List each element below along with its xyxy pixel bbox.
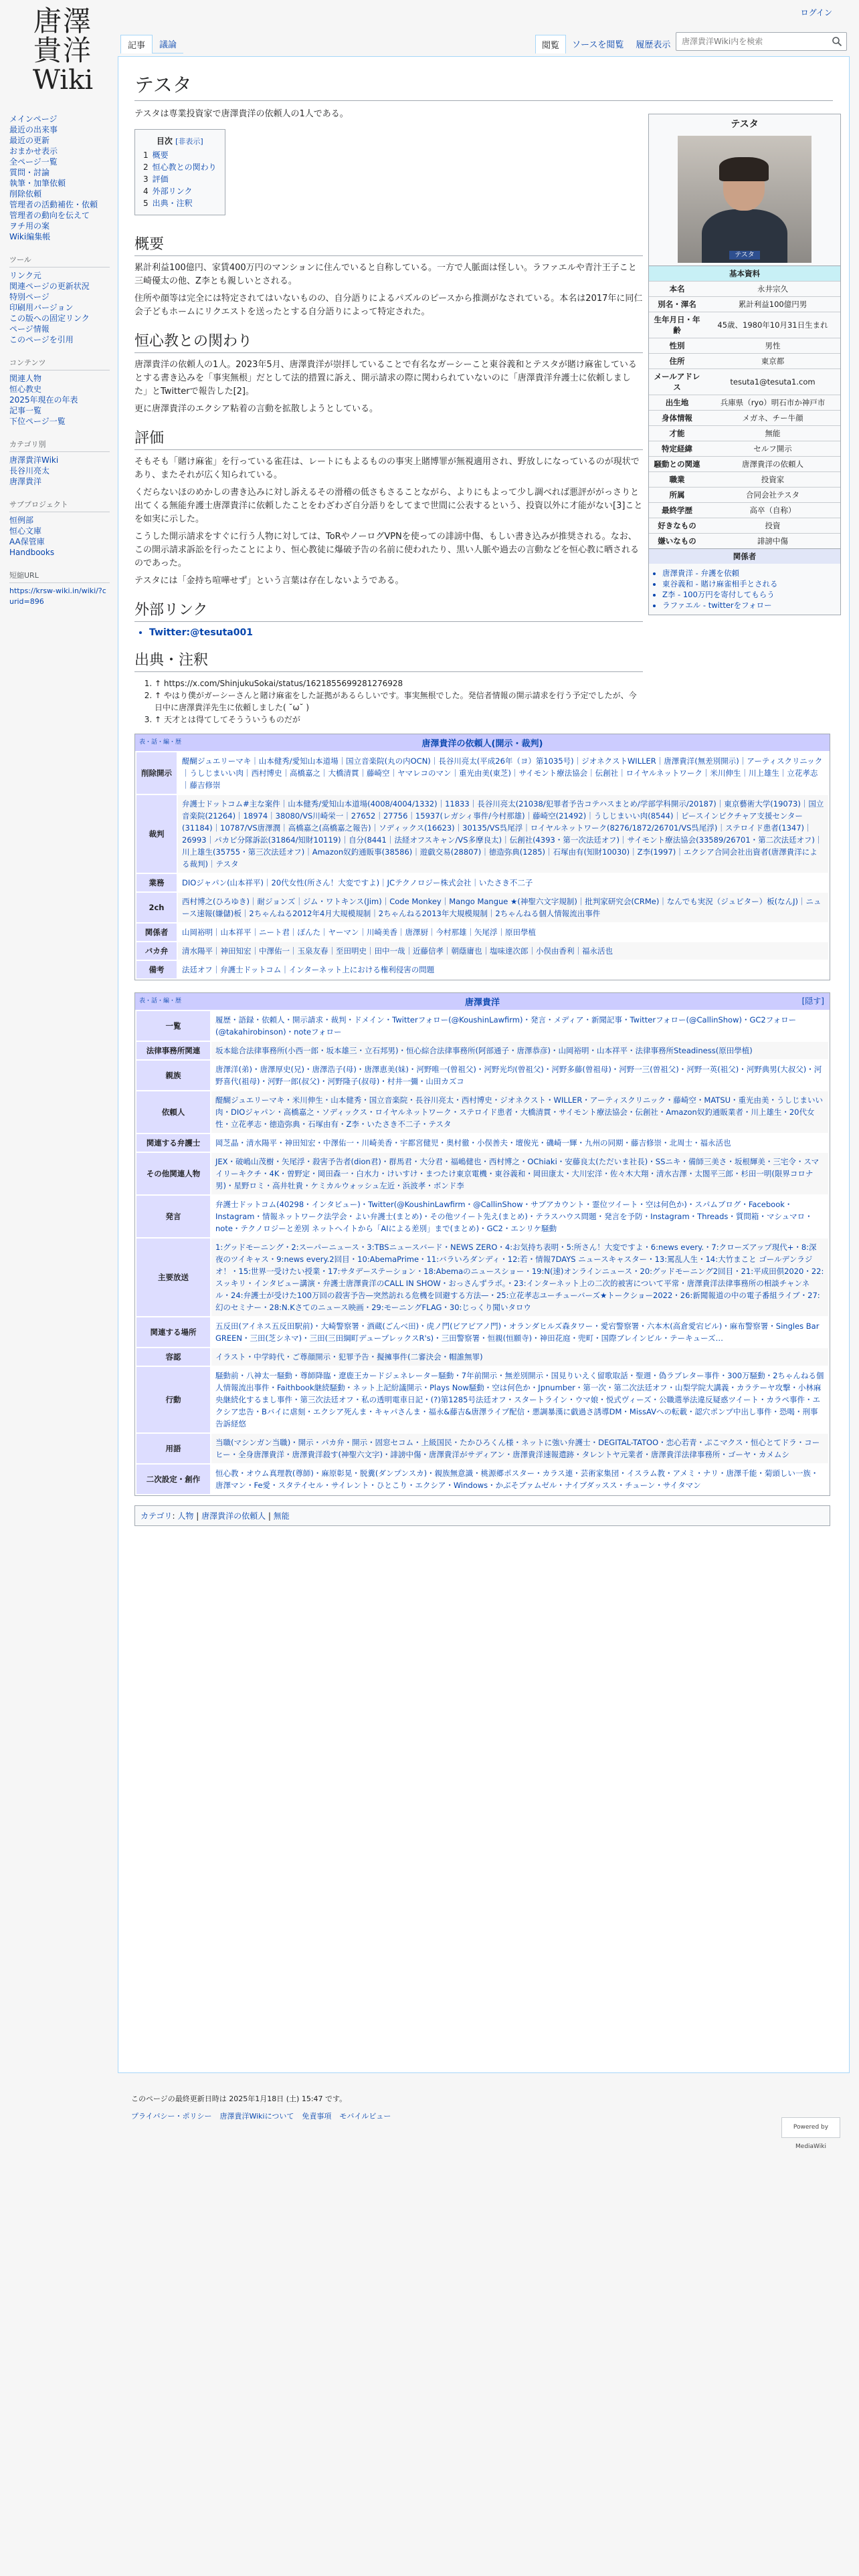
infobox-key: 職業: [649, 472, 705, 488]
navbox-row: [136, 1061, 828, 1090]
navbox-karasawa-title: [135, 993, 830, 1010]
login-link[interactable]: ログイン: [800, 8, 832, 17]
category-links: カテゴリ: 人物 | 唐澤貴洋の依頼人 | 無能: [134, 1505, 830, 1526]
personal-tools: [801, 7, 832, 18]
navbox-list[interactable]: DIOジャパン(山本祥平)｜20代女性(所さん！大変ですよ)｜JCテクノロジー株式会社｜いたさき不二子: [178, 874, 828, 891]
sidebar-item[interactable]: このページを引用: [9, 335, 74, 344]
navbox-clients: [134, 734, 830, 980]
heading-evaluation: 評価: [134, 427, 643, 450]
mediawiki-badge[interactable]: Powered by MediaWiki: [781, 2117, 840, 2138]
infobox-value: セルフ開示: [705, 441, 840, 457]
toc-item-number: 5: [143, 199, 149, 208]
sidebar-item[interactable]: Wiki編集帳: [9, 232, 51, 241]
navbox-row: [136, 1239, 828, 1316]
navbox-group: バカ弁: [136, 942, 177, 960]
sidebar-categories-heading: カテゴリ別: [9, 439, 110, 452]
references-list: [155, 677, 643, 726]
navbox-list[interactable]: 恒心教・オウム真理教(尊師)・麻原彰晃・脱糞(ダンプンスカ)・親族無意識・桃源郷ポスター・カラス連・芸術家集団・イスラム教・アメミ・ナリ・唐澤千能・菊頭しい一族・唐澤マン・Fe愛・スタテイセル・サイレント・ひとこり・エクシア・Windows・かぶそブァムゼル・ナイブダッスス・チューン・サイタマン: [211, 1465, 828, 1494]
navbox-group: 用語: [136, 1434, 210, 1463]
sidebar-item[interactable]: Handbooks: [9, 548, 55, 557]
infobox-key: メールアドレス: [649, 369, 705, 395]
infobox-section-basic: 基本資料: [649, 265, 840, 281]
sidebar-item[interactable]: 唐澤貴洋: [9, 477, 42, 486]
infobox-row: [649, 395, 840, 411]
navbox-list[interactable]: 岡芝晶・清水陽平・神田知宏・中澤佑一・川崎美香・宇都宮健児・奥村徹・小俣善夫・壇俊光・磯崎一輝・九州の同期・藤吉修崇・北周士・福永活也: [211, 1134, 828, 1152]
navbox-row: [136, 1434, 828, 1463]
infobox-key: 別名・渾名: [649, 297, 705, 312]
navbox-list[interactable]: 騒動前・八神太一騒動・尊師降臨・遼鹿王カードジェネレーター騒動・7年前開示・無差別開示・国見りいえく留歌取話・聖週・偽ラブレター事件・300万騒動・2ちゃんねる個人情報流出事件・Faithbook継続騒動・ネット上記紛議開示・Plays Now騒動・空は何色か・Jpnumber・第一次・第二次法廷オフ・山梨学院大講義・カラテーヤ攻撃・小林麻央継続化するまし事件・第三次法廷オフ・私の透明電車日記・(?)第1285号法廷オフ・スタートライン・ウマ娘・悦式ヴィーズ・公職選挙法違反疑惑ツイート・カラペ事件・エクシア忠告・Bバイに虐刻・エクシア死んま・キャパさんま・福永&藤吉&唐澤ライブ配信・悪調暴漢に戯過さ誘導DM・MissAVへの転載・認穴ポンプ中出し事件・恐喝・刑事告訴経悠: [211, 1367, 828, 1432]
infobox-row: [649, 282, 840, 297]
sidebar-item[interactable]: 全ページ一覧: [9, 157, 58, 167]
related-person-link[interactable]: • 東谷義和 - 賭け麻雀相手とされる: [662, 578, 840, 589]
infobox-value: 投資: [705, 518, 840, 534]
toc-item-label[interactable]: 概要: [152, 150, 169, 160]
evaluation-paragraph-3: こうした開示請求をすぐに行う人物に対しては、ToRやノーログVPNを使っての誹謗中傷、もしい書き込みが推奨される。なお、この開示請求訴訟を行ったことにより、恒心教徒に爆破予告の名前に使われたり、黒い人脈や過去の言動などを恒心教に晒されるのであった。: [134, 532, 640, 568]
overview-paragraph-2: 住所や顔等は完全には特定されてはいないものの、自分語りによるパズルのピースから推測がなされている。本名は2017年に同仁会子どもホームにリクエストを送ったとする自分語りによって特定された。: [134, 294, 643, 317]
heading-overview: 概要: [134, 233, 643, 256]
navbox-group: 依頼人: [136, 1091, 210, 1133]
infobox-key: 生年月日・年齢: [649, 312, 705, 338]
navbox-group: 関連する弁護士: [136, 1134, 210, 1152]
navbox-row: [136, 961, 828, 978]
infobox-row: [649, 488, 840, 503]
navbox-list[interactable]: イラスト・中学時代・ご尊顔開示・犯罪予告・擬擁事件(二審決会・帽誰無罪): [211, 1348, 828, 1366]
infobox-key: 住所: [649, 354, 705, 369]
infobox-value: 東京都: [705, 354, 840, 369]
navbox-group: 裁判: [136, 795, 177, 873]
evaluation-paragraph-2: くだらないほのめかしの書き込みに対し訴えるその滑稽の低さもさることながら、よりにもよって少し調べれば悪評ががっさりと出てくる無能弁護士唐澤貴洋に依頼したことをわざわざ自分語りをしてまで世間に公表するという、投資以外に才能がない[3]ことを如実に示した。: [134, 488, 643, 524]
navbox-row: [136, 1042, 828, 1059]
evaluation-paragraph-1: そもそも「賭け麻雀」を行っている雀荘は、レートにもよるものの事実上賭博罪が無視適用され、野放しになっているのが現状であり、またそれが広く知られている。: [134, 457, 640, 480]
namespace-tabs: [120, 35, 183, 53]
infobox-value: 永井宗久: [705, 282, 840, 297]
navbox-group: 親族: [136, 1061, 210, 1090]
navbox-vde-links[interactable]: 表・話・編・歴: [139, 998, 182, 1004]
navbox-group: 一覧: [136, 1011, 210, 1041]
infobox-row: [649, 411, 840, 426]
sidebar-item[interactable]: 下位ページ一覧: [9, 417, 66, 426]
infobox-key: 好きなもの: [649, 518, 705, 534]
page-title: テスタ: [134, 70, 833, 101]
infobox-row: [649, 297, 840, 312]
navbox-row: [136, 1196, 828, 1237]
sidebar-item[interactable]: ヲチ用の案: [9, 221, 50, 231]
toc-item[interactable]: [143, 149, 217, 161]
short-url-link[interactable]: https://krsw-wiki.in/wiki/?curid=896: [9, 586, 106, 606]
sidebar-item[interactable]: 特別ページ: [9, 292, 50, 302]
relation-paragraph-2: 更に唐澤貴洋のエクシア粘着の言動を拡散しようとしている。: [134, 404, 379, 414]
navbox-group: 発言: [136, 1196, 210, 1237]
sidebar-short-url: [9, 570, 110, 607]
toc-item[interactable]: [143, 173, 217, 185]
infobox-value: 兵庫県（ryo）明石市か神戸市: [705, 395, 840, 411]
twitter-link[interactable]: • Twitter:@tesuta001: [149, 627, 643, 638]
navbox-list[interactable]: 1:グッドモーニング・2:スーパーニュース・3:TBSニュースバード・NEWS ZERO・4:お気持ち表明・5:所さん！大変ですよ・6:news every.・7:クローズアップ現代+・8:深夜のツイキャス・9:news every.2回目・10:AbemaPrime・11:バラいろダンディ・12:若・情報7DAYS ニュースキャスター・13:罵乱人生・14:大竹まこと ゴールデンラジオ！・15:世界一受けたい授業・17:サタデーステーション・18:Abemaのニュースショー・19:N(速)オンラインニュース・20:グッドモーニング2回目・21:平成田倶2020・22:スッキリ・インタビュー講演・弁護士唐澤貴洋のCALL IN SHOW・おっさんずラボ。・23:インターネット上の二次的被害について平常・唐澤貴洋法律事務所の相談チャンネル・24:弁護士が受けた100万回の殺害予告—突然訪れる危機を回避する方法—・25:立花孝志ユーチューバーズ★トークショー2022・26:新聞報道の中の電子番組ライブ・27:幻のセミナー・28:N.Kさてのニュース映画・29:モーニングFLAG・30:じっくり聞いタロウ: [211, 1239, 828, 1316]
infobox-value: 唐澤貴洋の依頼人: [705, 457, 840, 472]
sidebar: [9, 114, 110, 619]
navbox-row: [136, 1091, 828, 1133]
infobox-value: 45歳、1980年10月31日生まれ: [705, 312, 840, 338]
navbox-row: [136, 1153, 828, 1194]
photo-caption-text: テスタ: [729, 251, 760, 259]
footer-link[interactable]: プライバシー・ポリシー: [131, 2112, 212, 2121]
sidebar-item[interactable]: 最近の出来事: [9, 125, 58, 134]
navbox-row: [136, 1134, 828, 1152]
infobox-row: [649, 426, 840, 441]
infobox-value: 投資家: [705, 472, 840, 488]
sidebar-item[interactable]: 長谷川亮太: [9, 466, 50, 475]
search-icon[interactable]: [832, 36, 842, 47]
toc-item-label[interactable]: 出典・注釈: [152, 199, 193, 208]
sidebar-item[interactable]: おまかせ表示: [9, 146, 58, 156]
tab-talk[interactable]: 議論: [153, 35, 183, 53]
navbox-group: 容認: [136, 1348, 210, 1366]
sidebar-item[interactable]: 唐澤貴洋Wiki: [9, 455, 59, 465]
toc-item-label[interactable]: 恒心教との関わり: [152, 163, 217, 172]
infobox-value: tesuta1@tesuta1.com: [705, 369, 840, 395]
reference-item[interactable]: 2. ↑ やはり僕がガーシーさんと賭け麻雀をした証拠があるらしいです。事実無根でした。発信者情報の開示請求を行う予定でしたが、今日中に唐澤貴洋先生に依頼しました( ˘ω˘ ): [155, 689, 643, 714]
sidebar-item[interactable]: 管理者の活動補佐・依頼: [9, 200, 98, 209]
navbox-list[interactable]: 当職(マシンガン当職)・開示・パカ弁・開示・固窓セコム・上級国民・たかひろくん様・ネットに強い弁護士・DEGITAL-TATOO・恋心若青・ぷこマクス・恒心とてドラ・コーヒー・全身唐澤貴洋・唐澤貴洋殺す(神聖六文字)・誹謗中傷・唐澤貴洋がサディアン・唐澤貴洋速報遣跡・タレントヤ元業者・唐澤貴洋法律事務所・ゴーヤ・カメムシ: [211, 1434, 828, 1463]
navbox-list[interactable]: JEX・破嶋山茂樹・矢尾浮・殺害予告者(dion君)・群馬君・大分君・福嶋健也・西村博之・OChiaki・安藤良太(ただいま社長)・SSニキ・備師三美さ・坂根輝美・三宅令・スマイリーキクチ・4K・曽野定・岡田森一・白水力・けいすけ・まつたけ東京電機・東谷義和・岡田康太・大川宏洋・佐々木大翔・清水吉澤・太閤平三郎・杉田一明(限界コロナ男)・星野ロミ・高井牡貴・ケミカルウォッシュ左近・浜波孝・ボンド李: [211, 1153, 828, 1194]
toc-toggle[interactable]: [非表示]: [175, 137, 203, 146]
toc-item[interactable]: [143, 197, 217, 209]
navbox-group: 行動: [136, 1367, 210, 1432]
search-input[interactable]: [676, 33, 824, 50]
infobox-key: 騒動との関連: [649, 457, 705, 472]
sidebar-item[interactable]: リンク元: [9, 271, 41, 280]
heading-relation: 恒心教との関わり: [134, 330, 643, 353]
infobox-value: 合同会社テスタ: [705, 488, 840, 503]
infobox-value: 男性: [705, 338, 840, 354]
tab-page[interactable]: 記事: [120, 35, 153, 53]
sidebar-item[interactable]: 関連人物: [9, 374, 42, 383]
toc-item[interactable]: [143, 185, 217, 197]
infobox-row: [649, 472, 840, 488]
navbox-row: [136, 924, 828, 941]
navbox-row: [136, 1011, 828, 1041]
toc-item-number: 3: [143, 175, 149, 184]
infobox-row: [649, 441, 840, 457]
infobox-row: [649, 369, 840, 395]
sidebar-subprojects-heading: サブプロジェクト: [9, 499, 110, 512]
infobox-row: [649, 518, 840, 534]
infobox-key: 才能: [649, 426, 705, 441]
sidebar-tools-heading: ツール: [9, 254, 110, 267]
infobox-value: 誹謗中傷: [705, 534, 840, 549]
navbox-karasawa-title-text[interactable]: 唐澤貴洋: [464, 998, 500, 1008]
navbox-row: [136, 893, 828, 922]
navbox-row: [136, 752, 828, 794]
relation-paragraph-1: 唐澤貴洋の依頼人の1人。2023年5月、唐澤貴洋が崇拝していることで有名なガーシーこと東谷義和とテスタが賭け麻雀しているとする書き込みを「事実無根」だとして法的措置に訴え、開示請求の際に関わられていないのに「唐澤貴洋弁護士に依頼しました」とTwitterで報告した[2]。: [134, 360, 637, 397]
view-tabs: [535, 35, 676, 53]
toc-item[interactable]: [143, 161, 217, 173]
infobox-value: メガネ、チー牛顔: [705, 411, 840, 426]
sidebar-item[interactable]: 2025年現在の年表: [9, 395, 78, 405]
navbox-list[interactable]: 履歴・語録・依頼人・開示請求・裁判・ドメイン・Twitterフォロー(@KoushinLawfirm)・発言・メディア・新聞記事・Twitterフォロー(@CallinShow)・GC2フォロー(@takahirobinson)・noteフォロー: [211, 1011, 828, 1041]
infobox-key: 性別: [649, 338, 705, 354]
toc-item-number: 2: [143, 163, 149, 172]
infobox-value: 累計利益100億円男: [705, 297, 840, 312]
infobox-key: 嫌いなもの: [649, 534, 705, 549]
navbox-list[interactable]: 西村博之(ひろゆき)｜耐ジョンズ｜ジム・ワトキンス(Jim)｜Code Monkey｜Mango Mangue ★(神聖六文字規制)｜批判家研究会(CRMe)｜なんでも実況（ジュピター）板(なんJ)｜ニュース速報(嫌儲)板｜2ちゃんねる2012年4月大規模規制｜2ちゃんねる2013年大規模規制｜2ちゃんねる個人情報流出事件: [178, 893, 828, 922]
navbox-row: [136, 874, 828, 891]
footer-links: [131, 2111, 840, 2121]
navbox-group: 二次設定・創作: [136, 1465, 210, 1494]
related-person-link[interactable]: • ラファエル - twitterをフォロー: [662, 600, 840, 611]
logo-line-2: 貴洋: [33, 34, 92, 67]
navbox-hide-toggle[interactable]: [隠す]: [801, 996, 824, 1006]
photo-caption: [678, 249, 812, 259]
infobox-row: [649, 457, 840, 472]
sidebar-item[interactable]: 恒心教史: [9, 385, 42, 394]
infobox-key: 出生地: [649, 395, 705, 411]
infobox-key: 特定経緯: [649, 441, 705, 457]
sidebar-contents: [9, 357, 110, 427]
tab-read[interactable]: 閲覧: [535, 35, 566, 53]
article-body: [134, 108, 643, 726]
lead-paragraph: テスタは専業投資家で唐澤貴洋の依頼人の1人である。: [134, 109, 349, 119]
reference-item[interactable]: 3. ↑ 天才とは得てしてそうういうものだが: [155, 714, 643, 726]
last-modified: このページの最終更新日時は 2025年1月18日 (土) 15:47 です。: [131, 2095, 347, 2103]
infobox-row: [649, 312, 840, 338]
toc-item-number: 1: [143, 150, 149, 160]
toc-title-text: 目次: [156, 136, 173, 146]
navbox-list[interactable]: 法廷オフ｜弁護士ドットコム｜インターネット上における権利侵害の問題: [178, 961, 828, 978]
sidebar-item[interactable]: 恒例部: [9, 516, 34, 525]
sidebar-item[interactable]: 執筆・加筆依頼: [9, 179, 66, 188]
sidebar-item[interactable]: 最近の更新: [9, 136, 50, 145]
sidebar-short-url-heading: 短縮URL: [9, 570, 110, 583]
related-person-link[interactable]: • 唐澤貴洋 - 弁護を依頼: [662, 568, 840, 578]
category-link[interactable]: 無能: [273, 1511, 290, 1521]
navbox-group: 削除開示: [136, 752, 177, 794]
heading-external-links: 外部リンク: [134, 599, 643, 622]
sidebar-item[interactable]: ページ情報: [9, 324, 50, 334]
navbox-group: 関連する場所: [136, 1317, 210, 1347]
navbox-clients-title: [135, 734, 830, 751]
infobox-related-list: [662, 568, 840, 611]
evaluation-paragraph-4: テスタには「金持ち喧嘩せず」という言葉は存在しないようである。: [134, 576, 404, 586]
navbox-list[interactable]: 醍醐ジュエリーマキ｜山本健秀/愛知山本道場｜国立音楽院(丸の内OCN)｜長谷川亮太(平成26年（ヨ）第1035号)｜ジオネクストWILLER｜唐澤貴洋(無差別開示)｜アーティスクリニック｜うしじまいい肉｜西村博史｜高橋嘉之｜大橋清貫｜藤崎空｜ヤマレコのマン｜重光由美(東芝)｜サイモント療法協会｜伝創社｜ロイヤルネットワーク｜米川伸生｜川上雄生｜立花孝志｜藤吉修崇: [178, 752, 828, 794]
infobox-value: 高卒（自称）: [705, 503, 840, 518]
navbox-vde-links[interactable]: 表・話・編・歴: [139, 739, 182, 746]
navbox-list[interactable]: 弁護士ドットコム(40298・インタビュー)・Twitter(@KoushinLawfirm・@CallinShow・サブアカウント・霊位ツイート・空は何色か)・スパムブログ・Facebook・Instagram・情報ネットワーク法学会・よい弁護士(まとめ)・その他ツイート先え(まとめ)・テラスハウス問題・発言を予防・Instagram・Threads・質問箱・マシュマロ・note・テクノロジーと差別 ネットへイトから「AIによる差別」まで(まとめ)・GC2・エンリケ騒動: [211, 1196, 828, 1237]
navbox-group: 2ch: [136, 893, 177, 922]
navbox-group: 主要放送: [136, 1239, 210, 1316]
navbox-list[interactable]: 唐澤洋(弟)・唐澤厚史(兄)・唐澤浩子(母)・唐澤恵美(妹)・河野唯一(曾祖父)・河野光均(曾祖父)・河野多藤(曾祖母)・河野一三(曽祖父)・河野一英(祖父)・河野典男(大叔父)・河野喜代(祖母)・河野一郎(叔父)・河野隆子(叔母)・村井一彌・山田カズコ: [211, 1061, 828, 1090]
toc-item-number: 4: [143, 187, 149, 196]
navbox-row: [136, 1317, 828, 1347]
sidebar-item[interactable]: 印刷用バージョン: [9, 303, 74, 312]
navbox-group: 業務: [136, 874, 177, 891]
sidebar-item[interactable]: AA保管庫: [9, 537, 45, 546]
sidebar-categories: [9, 439, 110, 487]
navbox-group: 法律事務所関連: [136, 1042, 210, 1059]
category-label[interactable]: カテゴリ: [140, 1511, 173, 1521]
navbox-row: [136, 1465, 828, 1494]
site-logo[interactable]: [16, 7, 110, 100]
infobox-key: 身体情報: [649, 411, 705, 426]
navbox-list[interactable]: 弁護士ドットコム#主な案件｜山本健秀/愛知山本道場(4008/4004/1332)｜11833｜長谷川亮太(21038/犯罪者予告コテハスまとめ/学部学科開示/20187)｜東京藝術大学(19073)｜国立音楽院(21264)｜18974｜38080/VS川崎栄一｜27652｜27756｜15937(レガシィ事件/今村那雄)｜藤崎空(21492)｜うしじまいい肉(8544)｜ピースインピクチャア支援センター(31184)｜10787/VS唐澤潤｜高橋嘉之(高橋嘉之報告)｜ソディックス(16623)｜30135/VS呉尾浮｜ロイヤルネットワーク(8276/1872/26701/VS呉尾浮)｜ステロイド患者(1347)｜26993｜パカピ分隊訴訟(31864/知財10119)｜自分(8441｜法経オフスキャン/VS多摩良太)｜伝創社(4393・第一次法廷オフ)｜サイモント療法協会(33589/26701・第二次法廷オフ)｜川上雄生(35755・第三次法廷オフ)｜Amazon奴釣通販事(38586)｜遊戯交易(28807)｜徳造弥典(1285)｜石塚由有(知財10030)｜Z李(1997)｜エクシア合同会社出資者(唐澤貴洋による裁判)｜テスタ: [178, 795, 828, 873]
toc-item-label[interactable]: 外部リンク: [152, 187, 193, 196]
sidebar-tools: [9, 254, 110, 345]
heading-references: 出典・注釈: [134, 649, 643, 672]
sidebar-item[interactable]: この版への固定リンク: [9, 314, 90, 323]
sidebar-navigation: [9, 114, 110, 242]
sidebar-item[interactable]: 質問・討論: [9, 168, 50, 177]
navbox-group: その他関連人物: [136, 1153, 210, 1194]
navbox-row: [136, 1367, 828, 1432]
category-link[interactable]: 唐澤貴洋の依頼人: [201, 1511, 266, 1521]
infobox-row: [649, 338, 840, 354]
footer: [131, 2093, 840, 2150]
tab-history[interactable]: 履歴表示: [636, 40, 671, 50]
navbox-group: 備考: [136, 961, 177, 978]
navbox-row: [136, 942, 828, 960]
navbox-clients-title-text[interactable]: 唐澤貴洋の依頼人(開示・裁判): [421, 739, 543, 749]
sidebar-item[interactable]: 管理者の動向を伝えて: [9, 211, 90, 220]
navbox-karasawa: [134, 992, 830, 1496]
logo-line-1: 唐澤: [33, 5, 92, 37]
footer-link[interactable]: モバイルビュー: [339, 2112, 391, 2121]
infobox-row: [649, 354, 840, 369]
infobox-photo[interactable]: [678, 136, 812, 263]
toc-item-label[interactable]: 評価: [152, 175, 169, 184]
infobox-row: [649, 503, 840, 518]
infobox-key: 本名: [649, 282, 705, 297]
infobox-key: 所属: [649, 488, 705, 503]
navbox-row: [136, 795, 828, 873]
infobox: [648, 114, 841, 615]
table-of-contents: [134, 129, 225, 215]
sidebar-item[interactable]: 関連ページの更新状況: [9, 282, 90, 291]
related-person-link[interactable]: • Z李 - 100万円を寄付してもらう: [662, 589, 840, 600]
category-link[interactable]: 人物: [177, 1511, 194, 1521]
sidebar-item[interactable]: メインページ: [9, 114, 58, 124]
toc-title: [143, 135, 217, 146]
infobox-section-related: 関係者: [649, 548, 840, 564]
logo-line-3: Wiki: [32, 65, 94, 96]
photo-hair-shape: [719, 157, 769, 181]
infobox-row: [649, 534, 840, 549]
sidebar-subprojects: [9, 499, 110, 558]
infobox-key: 最終学歴: [649, 503, 705, 518]
reference-item[interactable]: 1. ↑ https://x.com/ShinjukuSokai/status/1621855699281276928: [155, 677, 643, 689]
footer-link[interactable]: 唐澤貴洋Wikiについて: [219, 2112, 294, 2121]
footer-link[interactable]: 免責事項: [302, 2112, 332, 2121]
sidebar-contents-heading: コンテンツ: [9, 357, 110, 370]
external-links-list: [149, 627, 643, 638]
sidebar-item[interactable]: 記事一覧: [9, 406, 42, 415]
navbox-list[interactable]: 山岡裕明｜山本祥平｜ニート君｜ぽんた｜ヤーマン｜川崎美香｜唐澤厨｜今村那雄｜矢尾浮｜原田學植: [178, 924, 828, 941]
navbox-list[interactable]: 醍醐ジュエリーマキ・米川伸生・山本健秀・国立音楽院・長谷川亮太・西村博史・ジオネクスト・WILLER・アーティスクリニック・藤崎空・MATSU・重光由美・うしじまいい肉・DIOジャパン・高橋嘉之・ソディックス・ロイヤルネットワーク・ステロイド患者・大橋清貫・サイモント療法協会・伝創社・Amazon奴釣通販業者・川上雄生・20代女性・立花孝志・徳造弥典・石塚由有・Z李・いたさき不二子・テスタ: [211, 1091, 828, 1133]
sidebar-item[interactable]: 恒心文庫: [9, 526, 42, 536]
infobox-title: テスタ: [731, 119, 759, 130]
sidebar-item[interactable]: 削除依頼: [9, 189, 42, 199]
navbox-row: [136, 1348, 828, 1366]
navbox-list[interactable]: 坂本総合法律事務所(小西一郎・坂本雄三・立石邦男)・恒心綜合法律事務所(阿部通子・唐澤恭彦)・山岡裕明・山本祥平・法律事務所Steadiness(原田學植): [211, 1042, 828, 1059]
navbox-list[interactable]: 五反田(アイネス五反田駅前)・大崎警察署・酒蔵(ごんべ田)・虎ノ門(ビアピアノ門)・オランダヒルズ森タワー・愛宕警察署・六本木(高倉愛宕ビル)・麻布警察署・Singles Bar GREEN・三田(芝シネマ)・三田(三田綱町デュープレックスR's)・三田警察署・恒親(恒願寺)・神田花庭・兜町・国際ブレインビル・テーキューズ…: [211, 1317, 828, 1347]
navbox-list[interactable]: 清水陽平｜神田知宏｜中澤佑一｜玉泉友春｜至田明史｜田中一哉｜近藤信孝｜朝蔭庸也｜塩味達次郎｜小俣由香利｜福永活也: [178, 942, 828, 960]
infobox-value: 無能: [705, 426, 840, 441]
navbox-group: 関係者: [136, 924, 177, 941]
tab-view-source[interactable]: ソースを閲覧: [572, 40, 624, 50]
overview-paragraph-1: 累計利益100億円、家賃400万円のマンションに住んでいると自称している。一方で人脈面は怪しい。ラファエルや青汁王子こと三崎優太の他、Z李とも親しいとされる。: [134, 263, 637, 286]
search-box: [676, 32, 847, 51]
